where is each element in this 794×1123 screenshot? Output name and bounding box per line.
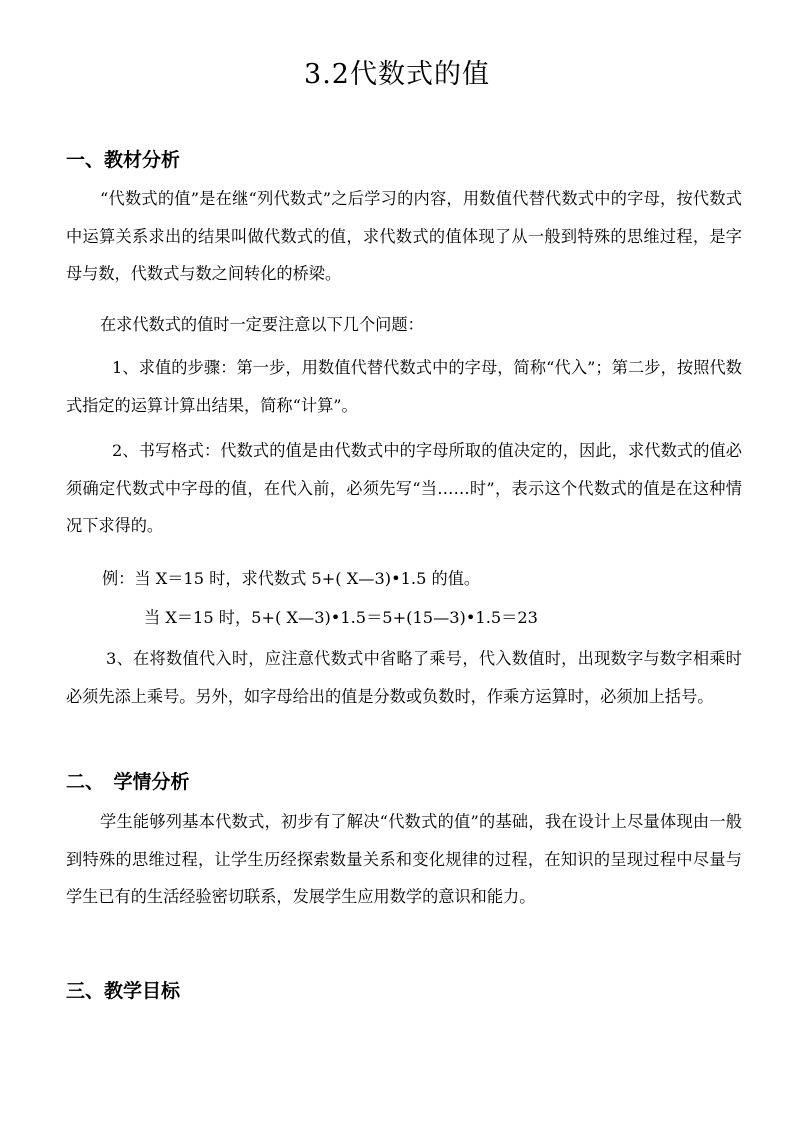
example-question: 例：当 X＝15 时，求代数式 5+( X—3)•1.5 的值。 — [102, 569, 481, 588]
paragraph-intro: “代数式的值”是在继“列代数式”之后学习的内容，用数值代替代数式中的字母，按代数式中运算关系求出的结果叫做代数式的值，求代数式的值体现了从一般到特殊的思维过程，是字母与数，代数式与数之间转化的桥梁。 — [66, 189, 742, 284]
paragraph-student-analysis: 学生能够列基本代数式，初步有了解决“代数式的值”的基础，我在设计上尽量体现由一般到特殊的思维过程，让学生历经探索数量关系和变化规律的过程，在知识的呈现过程中尽量与学生已有的生活经验密切联系，发展学生应用数学的意识和能力。 — [66, 812, 742, 907]
paragraph-steps: 1、求值的步骤：第一步，用数值代替代数式中的字母，简称“代入”；第二步，按照代数式指定的运算计算出结果，简称“计算”。 — [66, 358, 742, 415]
section-heading-student-analysis: 二、 学情分析 — [66, 771, 190, 793]
section-heading-teaching-goals: 三、教学目标 — [66, 980, 181, 1002]
paragraph-notice: 在求代数式的值时一定要注意以下几个问题： — [100, 315, 424, 334]
paragraph-format: 2、书写格式：代数式的值是由代数式中的字母所取的值决定的，因此，求代数式的值必须确定代数式中字母的值，在代入前，必须先写“当……时”，表示这个代数式的值是在这种情况下求得的。 — [66, 441, 742, 536]
example-solution: 当 X＝15 时，5+( X—3)•1.5＝5+(15—3)•1.5＝23 — [144, 608, 538, 627]
page-title: 3.2代数式的值 — [304, 59, 490, 90]
paragraph-substitution: 3、在将数值代入时，应注意代数式中省略了乘号，代入数值时，出现数字与数字相乘时必须先添上乘号。另外，如字母给出的值是分数或负数时，作乘方运算时，必须加上括号。 — [66, 649, 742, 706]
section-heading-textbook-analysis: 一、教材分析 — [66, 149, 181, 171]
